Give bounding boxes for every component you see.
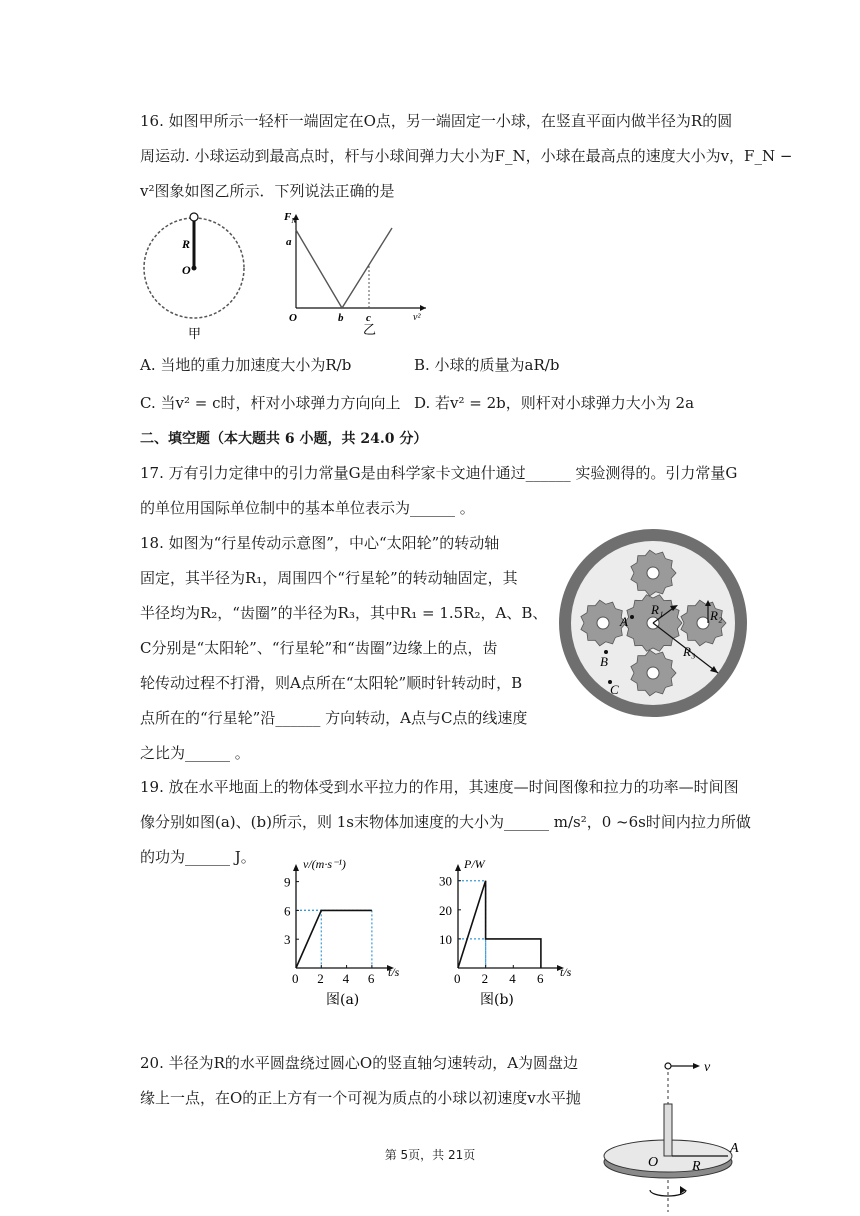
q16-option-d: D. 若v² = 2b，则杆对小球弹力大小为 2a (414, 394, 695, 412)
q17-line-2: 的单位用国际单位制中的基本单位表示为______ 。 (140, 499, 475, 517)
label-R: R (692, 1159, 701, 1174)
chart-a (280, 852, 410, 1012)
page-footer: 第 5页，共 21页 (384, 1148, 476, 1162)
label-A: A (620, 614, 628, 629)
label-c: c (366, 312, 371, 324)
chart-a-xtick-label: 2 (317, 971, 324, 986)
q18-line-6: 点所在的“行星轮”沿______ 方向转动，A点与C点的线速度 (140, 709, 528, 727)
ball (665, 1063, 671, 1069)
chart-b (432, 852, 582, 1012)
q20-line-1: 20. 半径为R的水平圆盘绕过圆心O的竖直轴匀速转动，A为圆盘边 (140, 1054, 579, 1072)
caption-yi: 乙 (363, 323, 377, 338)
chart-a-series-line (296, 910, 372, 968)
q16-line-2: 周运动. 小球运动到最高点时，杆与小球间弹力大小为F_N，小球在最高点的速度大小为v，F_N − (140, 147, 793, 165)
label-O: O (182, 263, 191, 277)
planet-gear-left-hub (597, 617, 609, 629)
label-R1: R₁ (651, 602, 664, 617)
x-arrow-icon (420, 305, 426, 311)
q16-figure-jia (138, 210, 250, 345)
pivot-point (192, 266, 197, 271)
planet-gear-top-hub (647, 567, 659, 579)
ball (190, 213, 198, 221)
planet-gear-bottom-hub (647, 667, 659, 679)
chart-b-xtick-label: 0 (454, 971, 461, 986)
chart-b-series-line (458, 881, 541, 968)
chart-a-ylabel: v/(m·s⁻¹) (303, 857, 346, 871)
chart-b-ytick-label: 20 (439, 902, 452, 918)
q18-line-5: 轮传动过程不打滑，则A点所在“太阳轮”顺时针转动时，B (140, 674, 523, 692)
chart-a-xtick-label: 0 (292, 971, 299, 986)
velocity-arrow-icon (693, 1063, 700, 1069)
chart-a-xtick-label: 6 (367, 971, 375, 986)
chart-a-ytick-label: 3 (284, 932, 291, 948)
q16-option-b: B. 小球的质量为aR/b (414, 356, 560, 374)
q18-line-2: 固定，其半径为R₁，周围四个“行星轮”的转动轴固定，其 (140, 569, 518, 587)
fn-v2-line (296, 228, 392, 308)
point-A (630, 615, 634, 619)
label-C: C (610, 682, 619, 697)
q16-option-c: C. 当v² = c时，杆对小球弹力方向向上 (140, 394, 401, 412)
q20-disk-figure (600, 1044, 750, 1214)
chart-b-ylabel: P/W (464, 857, 485, 871)
chart-b-y-arrow-icon (455, 864, 461, 871)
caption-jia: 甲 (188, 327, 202, 342)
chart-b-ytick-label: 30 (439, 873, 452, 889)
q16-line-1: 16. 如图甲所示一轻杆一端固定在O点，另一端固定一小球，在竖直平面内做半径为R的圆 (140, 112, 733, 130)
q18-line-3: 半径均为R₂，“齿圈”的半径为R₃，其中R₁ = 1.5R₂，A、B、 (140, 604, 548, 622)
chart-b-ytick-label: 10 (439, 931, 452, 947)
q19-line-1: 19. 放在水平地面上的物体受到水平拉力的作用，其速度—时间图像和拉力的功率—时间图 (140, 778, 739, 796)
chart-a-caption: 图(a) (326, 992, 360, 1008)
chart-a-y-arrow-icon (293, 864, 299, 871)
chart-a-ytick-label: 9 (284, 874, 291, 890)
q19-line-2: 像分别如图(a)、(b)所示，则 1s末物体加速度的大小为______ m/s²，0 ~6s时间内拉力所做 (140, 813, 751, 831)
label-v: v (704, 1060, 711, 1075)
label-B: B (600, 654, 608, 669)
label-R3: R₃ (683, 644, 696, 659)
q18-line-4: C分别是“太阳轮”、“行星轮”和“齿圈”边缘上的点，齿 (140, 639, 498, 657)
label-FN: $F_N$ (284, 211, 297, 225)
q16-figure-yi (280, 208, 430, 338)
q19-line-3: 的功为______ J。 (140, 848, 256, 866)
q16-option-a: A. 当地的重力加速度大小为R/b (140, 356, 352, 374)
q16-line-3: v²图象如图乙所示．下列说法正确的是 (140, 182, 395, 200)
chart-b-xtick-label: 2 (481, 971, 489, 986)
chart-a-xtick-label: 4 (342, 971, 350, 986)
q20-line-2: 缘上一点，在O的正上方有一个可视为质点的小球以初速度v水平抛 (140, 1089, 581, 1107)
planet-gear-right-hub (697, 617, 709, 629)
section-heading: 二、填空题（本大题共 6 小题，共 24.0 分） (140, 431, 428, 447)
label-O: O (648, 1155, 659, 1170)
label-R: R (182, 237, 191, 251)
chart-b-xtick-label: 6 (536, 971, 544, 986)
q17-line-1: 17. 万有引力定律中的引力常量G是由科学家卡文迪什通过______ 实验测得的。引力常量G (140, 464, 738, 482)
chart-b-xtick-label: 4 (509, 971, 516, 986)
q18-line-1: 18. 如图为“行星传动示意图”，中心“太阳轮”的转动轴 (140, 534, 500, 552)
label-b: b (338, 312, 344, 324)
point-B (604, 650, 608, 654)
chart-b-xlabel: t/s (560, 965, 572, 979)
label-O-yi: O (289, 312, 297, 324)
label-a: a (286, 236, 292, 248)
q18-gear-figure (558, 528, 748, 718)
label-A: A (730, 1141, 739, 1156)
label-v2: v² (413, 312, 421, 323)
chart-a-ytick-label: 6 (284, 903, 291, 919)
q18-line-7: 之比为______ 。 (140, 744, 250, 762)
label-R2: R₂ (710, 608, 723, 623)
chart-b-caption: 图(b) (480, 992, 514, 1008)
chart-a-xlabel: t/s (388, 965, 400, 979)
